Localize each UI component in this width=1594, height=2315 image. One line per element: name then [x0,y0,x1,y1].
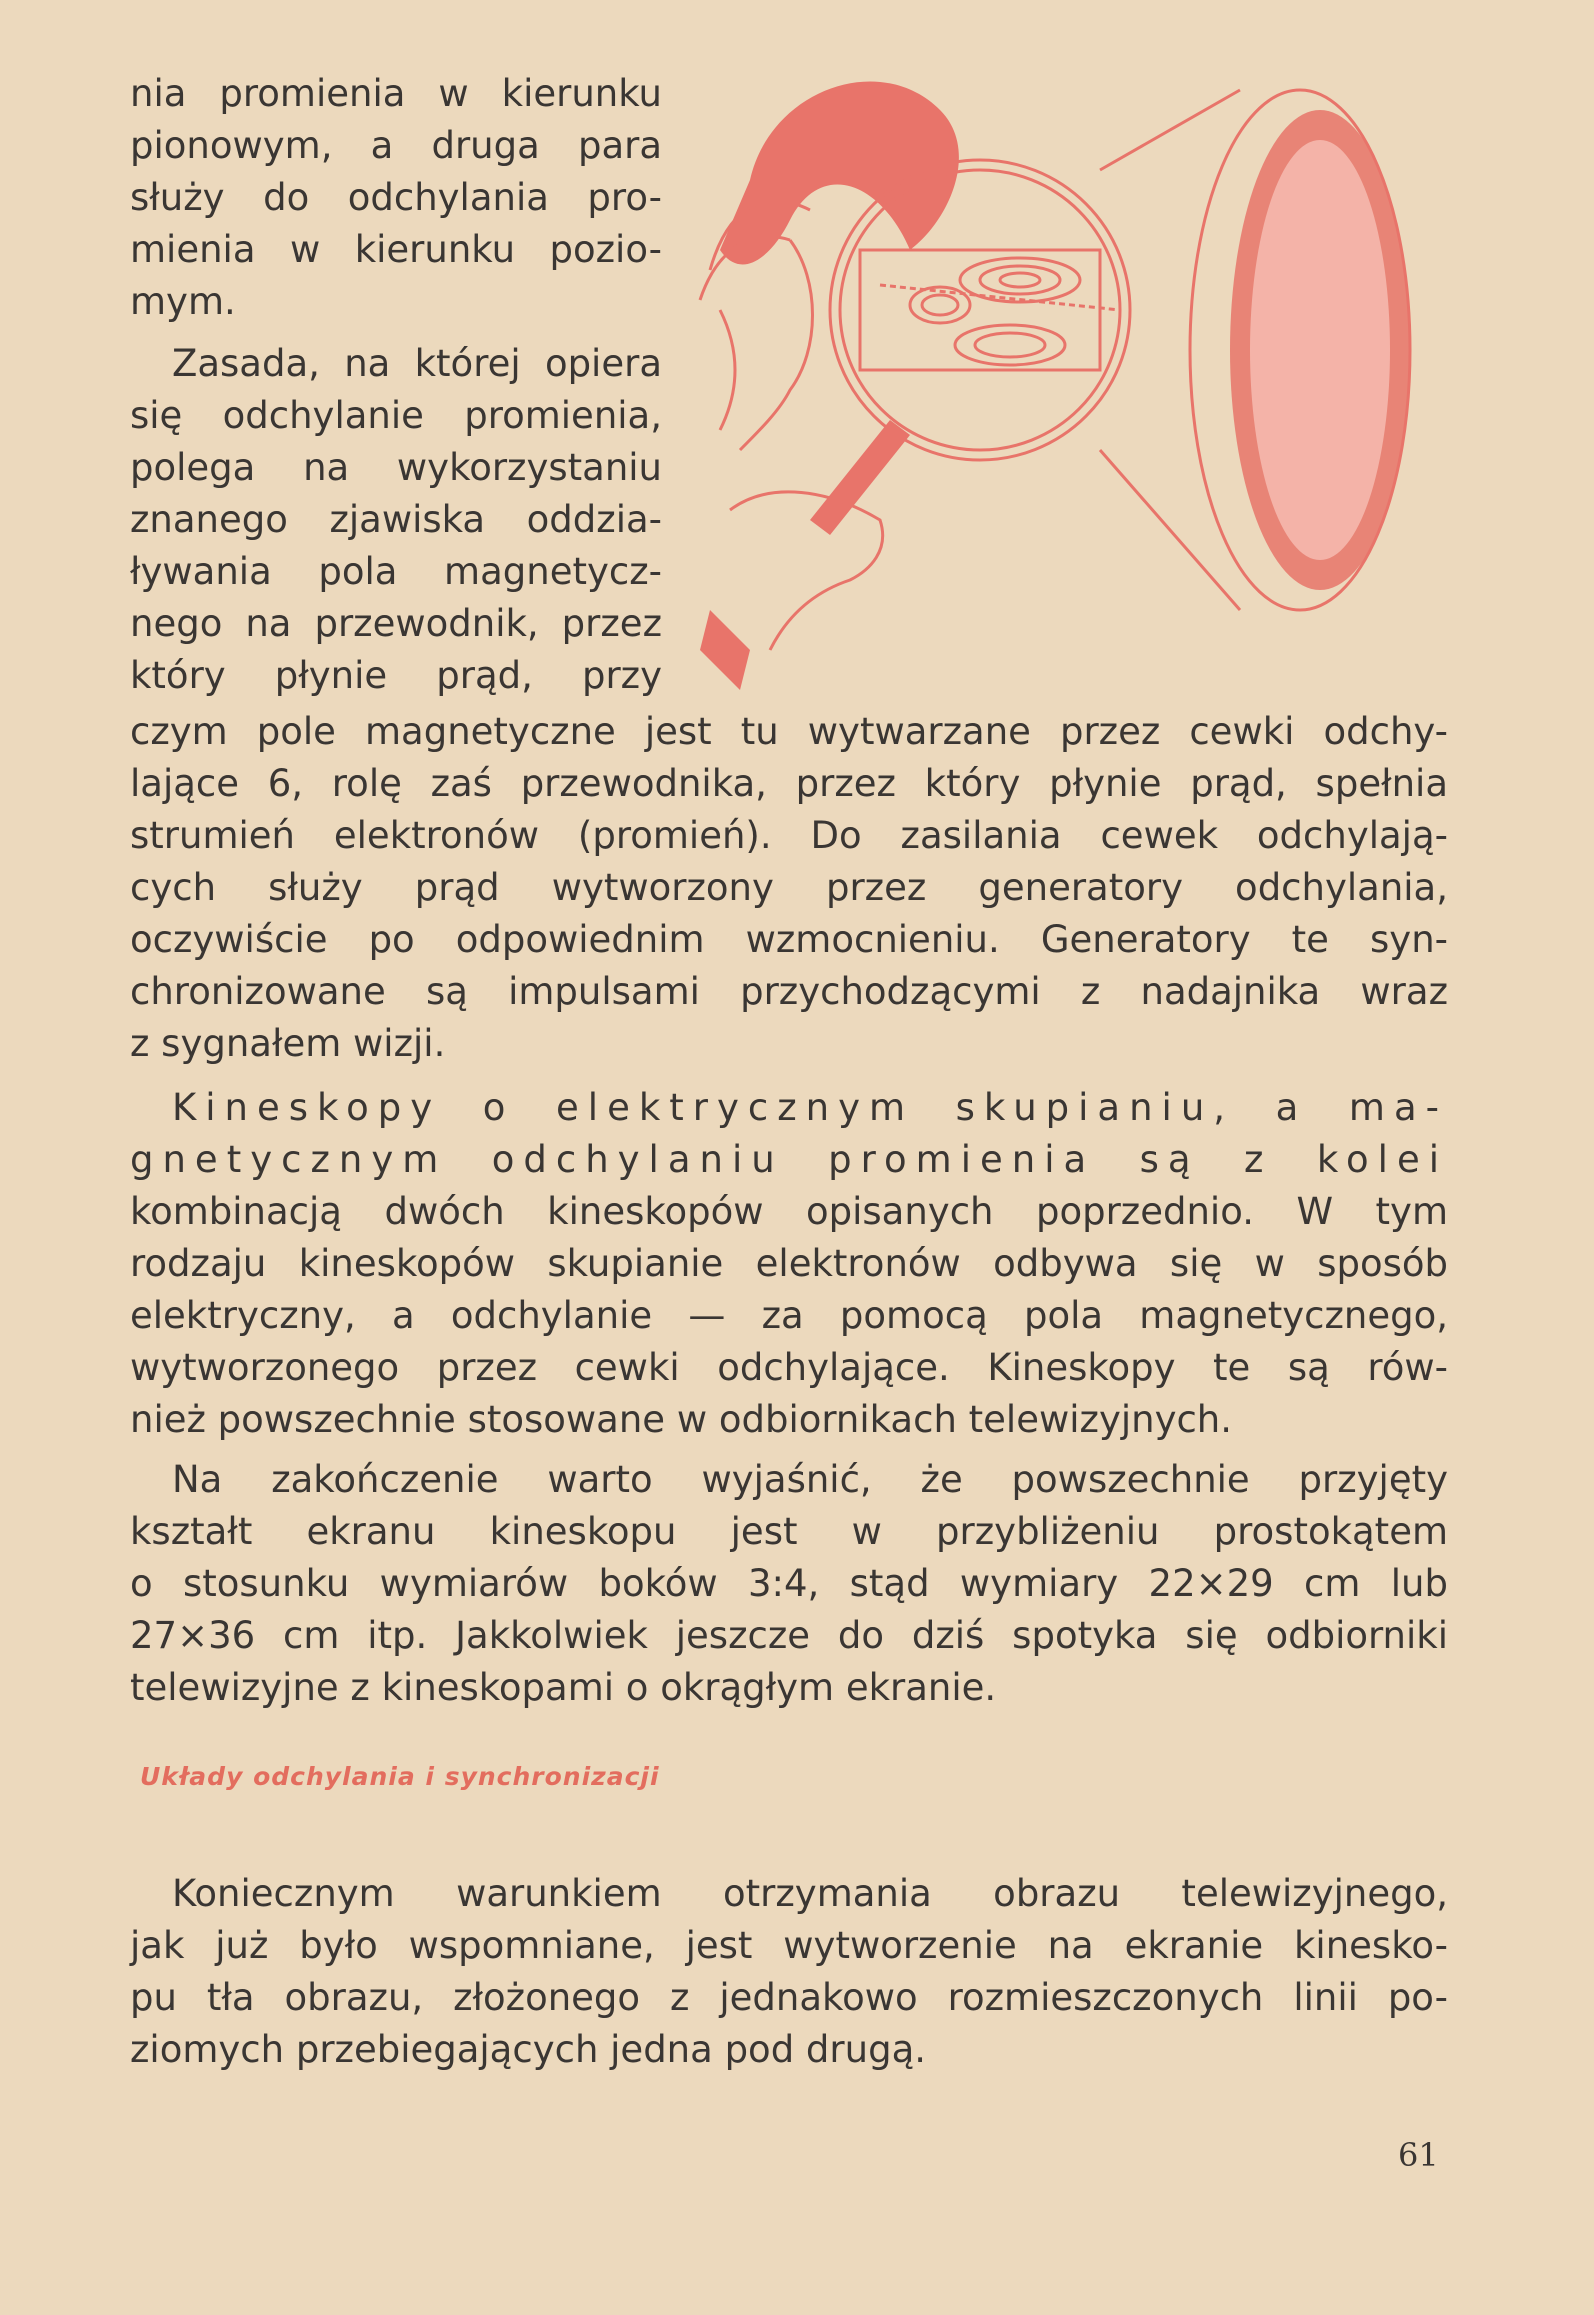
text-line: czym pole magnetyczne jest tu wytwarzane przez cewki odchy- [130,710,1448,753]
text-line: nia promienia w kierunku [130,72,662,115]
section-heading: Układy odchylania i synchronizacji [140,1762,660,1791]
text-line: ływania pola magnetycz- [130,550,662,593]
text-line: kształt ekranu kineskopu jest w przybliżeniu prostokątem [130,1510,1448,1553]
text-line: wytworzonego przez cewki odchylające. Kineskopy te są rów- [130,1346,1448,1389]
text-line: mym. [130,280,236,323]
text-line: Zasada, na której opiera [172,342,662,385]
text-line: cych służy prąd wytworzony przez generatory odchylania, [130,866,1448,909]
text-line: z sygnałem wizji. [130,1022,446,1065]
text-line: ziomych przebiegających jedna pod drugą. [130,2028,927,2071]
text-line: pionowym, a druga para [130,124,662,167]
text-line: znanego zjawiska oddzia- [130,498,662,541]
kinescope-illustration [680,50,1440,710]
text-line: się odchylanie promienia, [130,394,662,437]
text-line: oczywiście po odpowiednim wzmocnieniu. Generatory te syn- [130,918,1448,961]
text-line: Na zakończenie warto wyjaśnić, że powszechnie przyjęty [172,1458,1448,1501]
text-line: rodzaju kineskopów skupianie elektronów odbywa się w sposób [130,1242,1448,1285]
text-line: jak już było wspomniane, jest wytworzenie na ekranie kinesko- [130,1924,1448,1967]
text-line: lające 6, rolę zaś przewodnika, przez który płynie prąd, spełnia [130,762,1448,805]
text-line: kombinacją dwóch kineskopów opisanych poprzednio. W tym [130,1190,1448,1233]
text-line: strumień elektronów (promień). Do zasilania cewek odchylają- [130,814,1448,857]
text-line: elektryczny, a odchylanie — za pomocą pola magnetycznego, [130,1294,1448,1337]
text-line: nież powszechnie stosowane w odbiornikach telewizyjnych. [130,1398,1233,1441]
text-line: który płynie prąd, przy [130,654,662,697]
text-line: telewizyjne z kineskopami o okrągłym ekranie. [130,1666,997,1709]
text-line: 27×36 cm itp. Jakkolwiek jeszcze do dziś spotyka się odbiorniki [130,1614,1448,1657]
text-line-spaced: Kineskopy o elektrycznym skupianiu, a ma- [172,1086,1448,1129]
text-line: polega na wykorzystaniu [130,446,662,489]
text-line: nego na przewodnik, przez [130,602,662,645]
text-line: o stosunku wymiarów boków 3:4, stąd wymiary 22×29 cm lub [130,1562,1448,1605]
text-line: pu tła obrazu, złożonego z jednakowo rozmieszczonych linii po- [130,1976,1448,2019]
text-line: służy do odchylania pro- [130,176,662,219]
text-line-spaced: gnetycznym odchylaniu promienia są z kolei [130,1138,1448,1181]
text-line: chronizowane są impulsami przychodzącymi z nadajnika wraz [130,970,1448,1013]
page-number: 61 [1398,2136,1439,2174]
text-line: Koniecznym warunkiem otrzymania obrazu telewizyjnego, [172,1872,1448,1915]
text-line: mienia w kierunku pozio- [130,228,662,271]
